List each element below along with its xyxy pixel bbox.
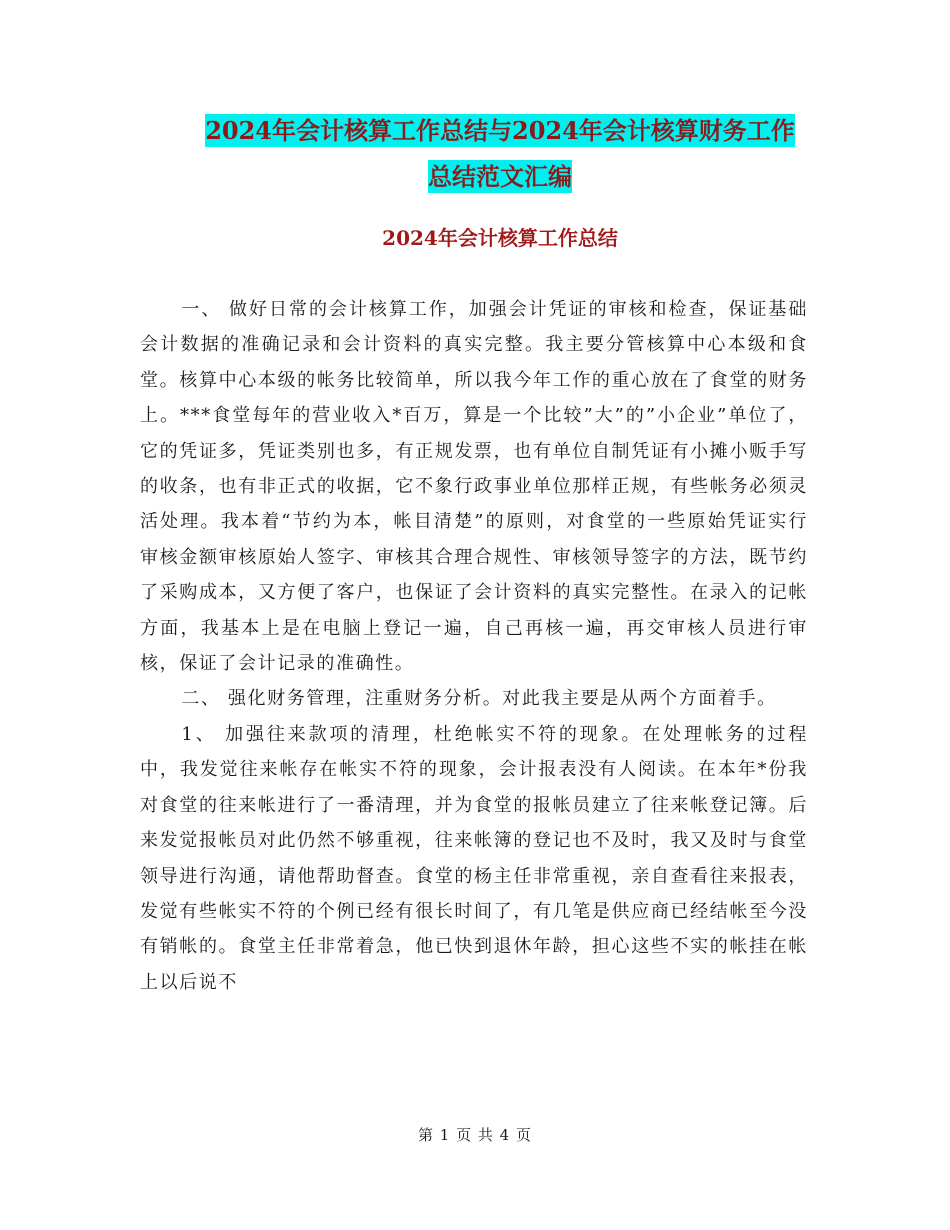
paragraph: 二、 强化财务管理，注重财务分析。对此我主要是从两个方面着手。	[181, 688, 777, 710]
body-text	[140, 292, 808, 1000]
paragraph: 1、 加强往来款项的清理，杜绝帐实不符的现象。在处理帐务的过程中，我发觉往来帐存在帐实不符的现象，会计报表没有人阅读。在本年*份我对食堂的往来帐进行了一番清理，并为食堂的报帐员建立了往来帐登记簿。后来发觉报帐员对此仍然不够重视，往来帐簿的登记也不及时，我又及时与食堂领导进行沟通，请他帮助督查。食堂的杨主任非常重视，亲自查看往来报表，发觉有些帐实不符的个例已经有很长时间了，有几笔是供应商已经结帐至今没有销帐的。食堂主任非常着急，他已快到退休年龄，担心这些不实的帐挂在帐上以后说不	[140, 723, 808, 993]
page-footer: 第 1 页 共 4 页	[418, 1126, 532, 1144]
title-line-2: 总结范文汇编	[428, 162, 572, 191]
title-line-1: 2024年会计核算工作总结与2024年会计核算财务工作	[205, 116, 795, 145]
document-title	[120, 108, 880, 200]
paragraph: 一、 做好日常的会计核算工作，加强会计凭证的审核和检查，保证基础会计数据的准确记录和会计资料的真实完整。我主要分管核算中心本级和食堂。核算中心本级的帐务比较简单，所以我今年工作的重心放在了食堂的财务上。***食堂每年的营业收入*百万，算是一个比较”大”的”小企业”单位了，它的凭证多，凭证类别也多，有正规发票，也有单位自制凭证有小摊小贩手写的收条，也有非正式的收据，它不象行政事业单位那样正规，有些帐务必须灵活处理。我本着“节约为本，帐目清楚”的原则，对食堂的一些原始凭证实行审核金额审核原始人签字、审核其合理合规性、审核领导签字的方法，既节约了采购成本，又方便了客户，也保证了会计资料的真实完整性。在录入的记帐方面，我基本上是在电脑上登记一遍，自己再核一遍，再交审核人员进行审核，保证了会计记录的准确性。	[140, 299, 808, 675]
section-title: 2024年会计核算工作总结	[382, 226, 618, 250]
